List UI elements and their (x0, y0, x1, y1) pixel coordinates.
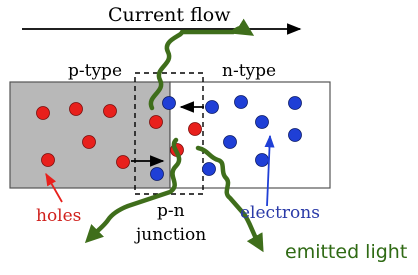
electron (163, 97, 176, 110)
p-type-label: p-type (68, 61, 123, 81)
hole (189, 123, 202, 136)
hole (70, 103, 83, 116)
hole (104, 105, 117, 118)
p-type-region (10, 82, 170, 188)
n-type-label: n-type (222, 61, 277, 81)
current-flow-label: Current flow (108, 4, 231, 26)
hole (117, 156, 130, 169)
electron (256, 154, 269, 167)
junction-label-line2: junction (136, 225, 207, 245)
junction-label-line1: p-n (157, 201, 185, 221)
electron (203, 163, 216, 176)
holes-label: holes (36, 206, 82, 226)
electron (289, 97, 302, 110)
electron (151, 168, 164, 181)
emitted-light-label: emitted light (285, 241, 408, 263)
electron (235, 96, 248, 109)
electrons-label: electrons (240, 203, 320, 223)
electron (206, 101, 219, 114)
hole (37, 107, 50, 120)
electron (289, 129, 302, 142)
hole (150, 116, 163, 129)
hole (42, 154, 55, 167)
electron (224, 136, 237, 149)
hole (83, 136, 96, 149)
electron (256, 116, 269, 129)
